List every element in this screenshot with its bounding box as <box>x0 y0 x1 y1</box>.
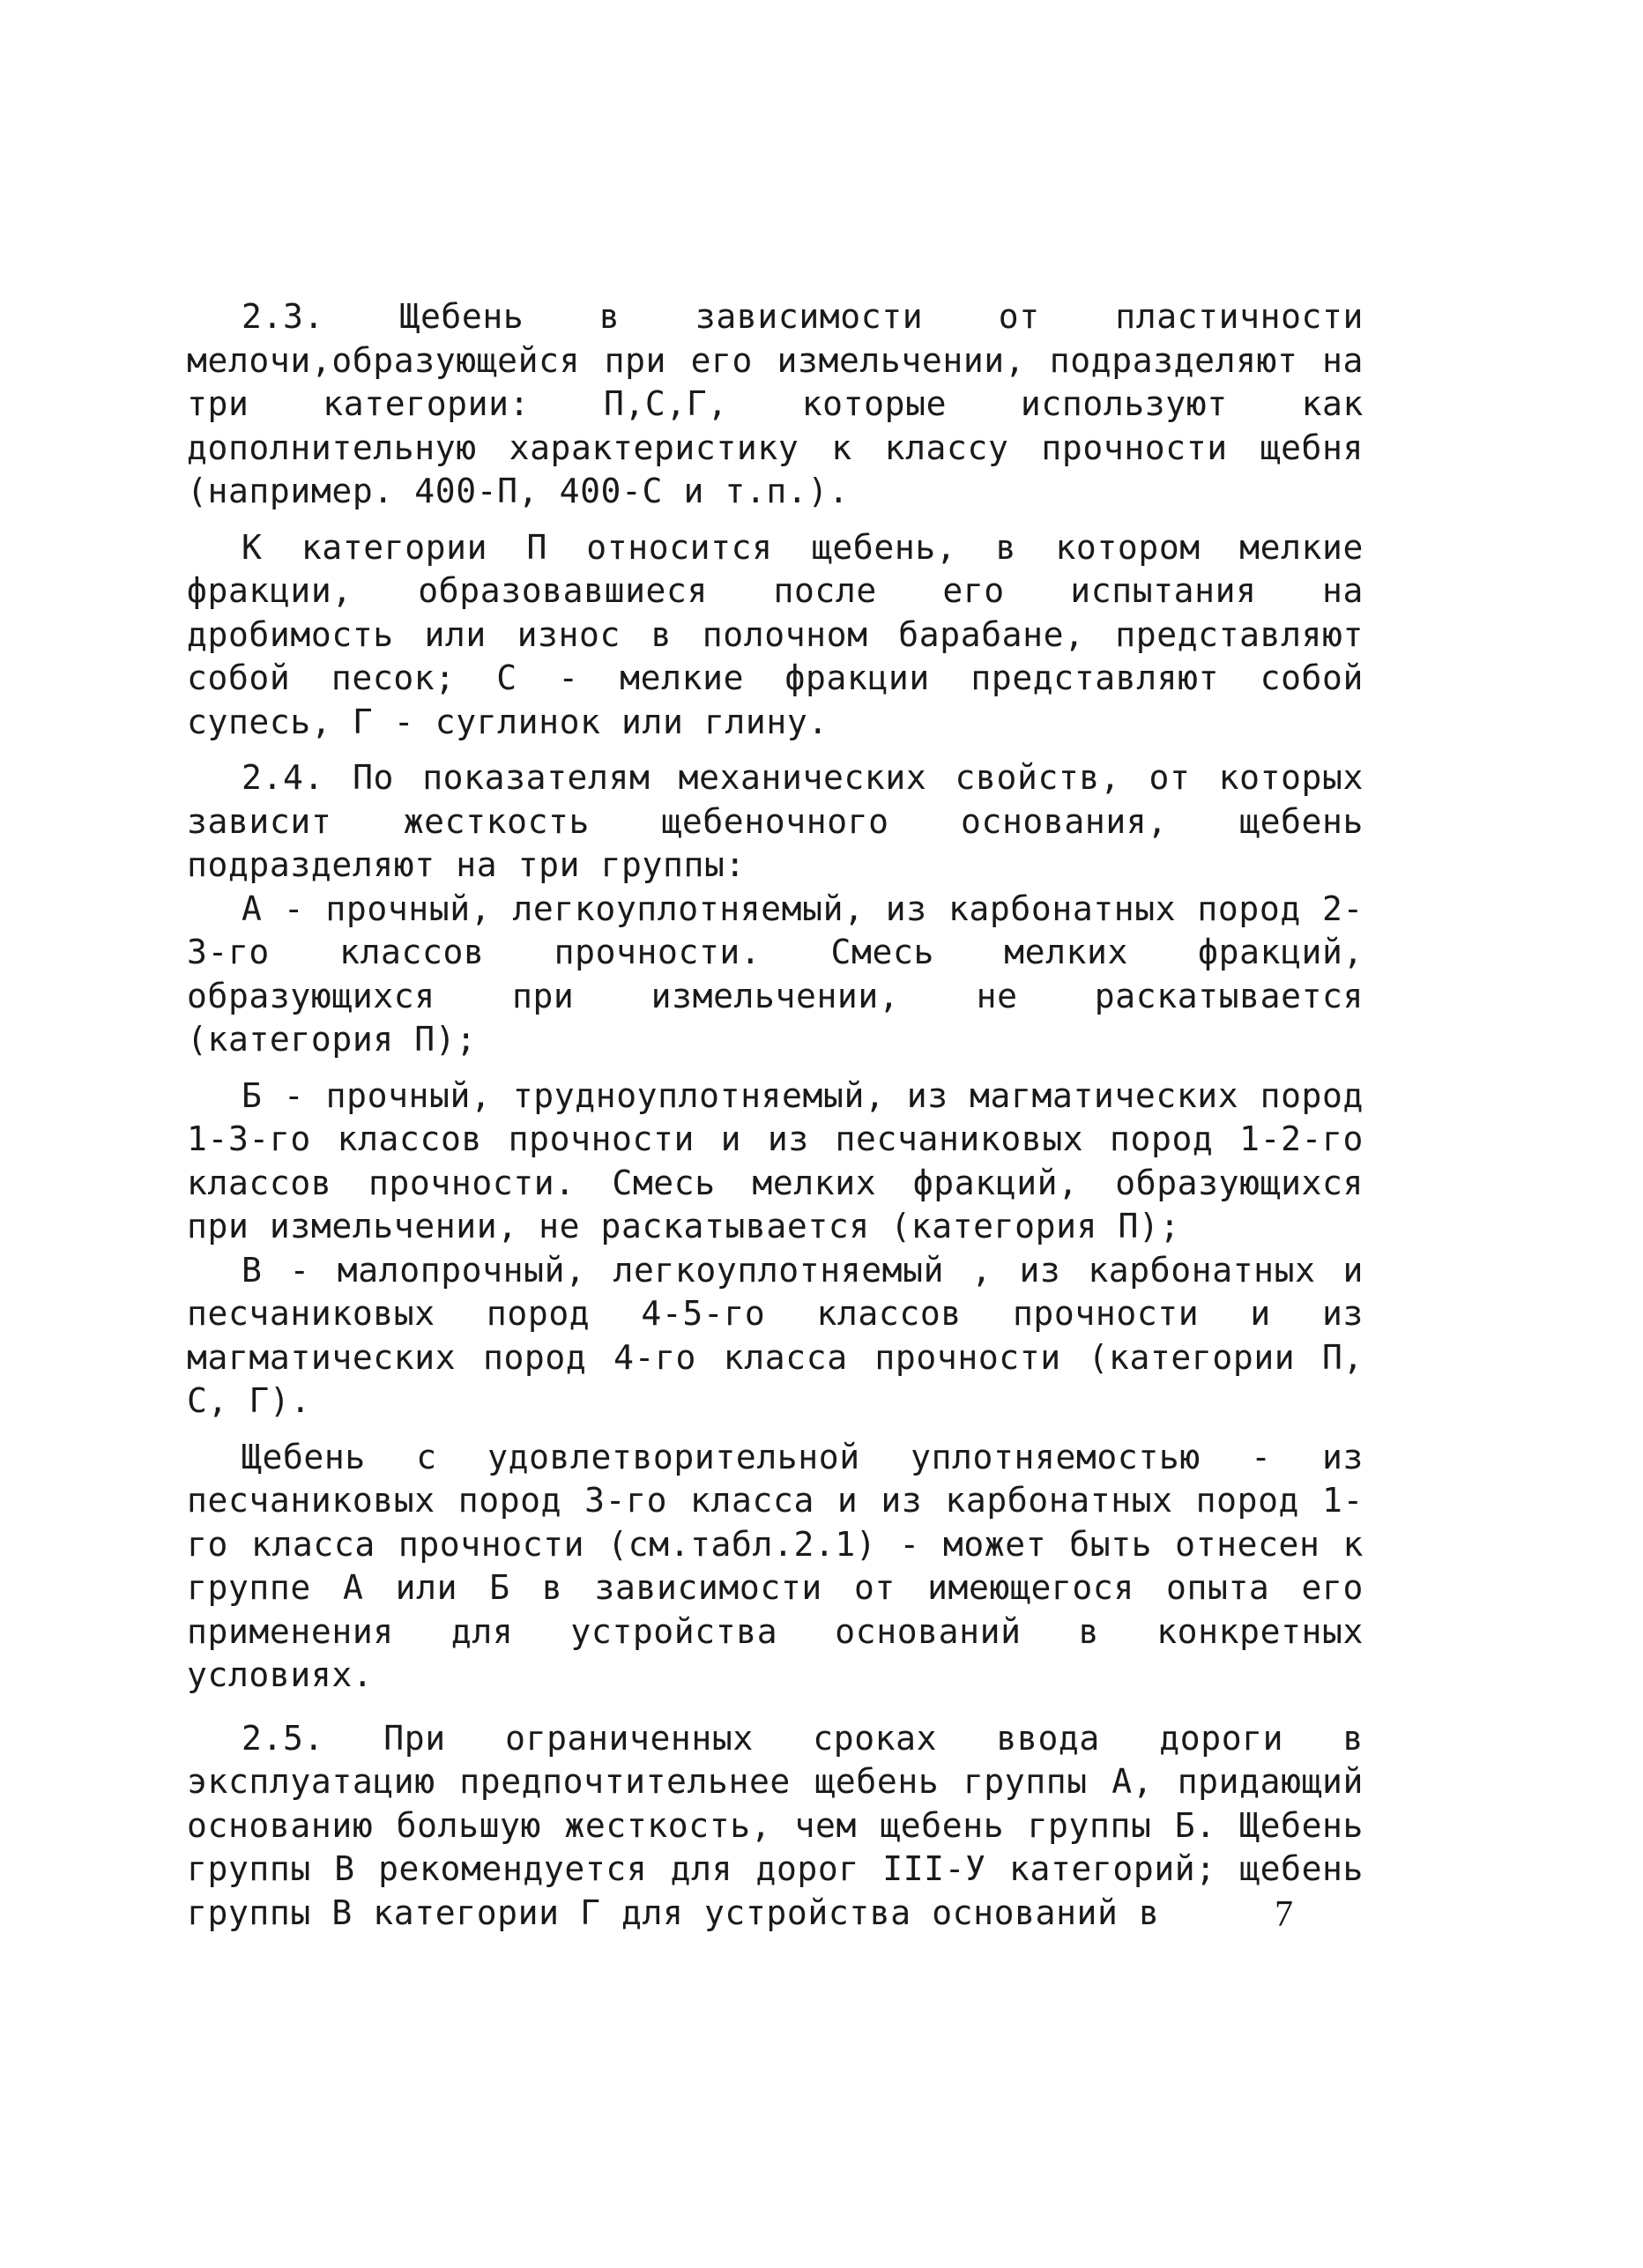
paragraph-group-v: В - малопрочный, легкоуплотняемый , из карбонатных и песчаниковых пород 4-5-го классов прочности и из магматических пород 4-го класса прочности (категории П, С, Г). <box>187 1250 1364 1420</box>
paragraph-2-5: 2.5. При ограниченных сроках ввода дороги в эксплуатацию предпочтительнее щебень группы А, придающий основанию большую жесткость, чем щебень группы Б. Щебень группы В рекомендуется для дорог III-У категорий; щебень группы В категории Г для устройства оснований в <box>187 1718 1364 1932</box>
paragraph-satisfactory: Щебень с удовлетворительной уплотняемостью - из песчаниковых пород 3-го класса и из карбонатных пород 1-го класса прочности (см.табл.2.1) - может быть отнесен к группе А или Б в зависимости от имеющегося опыта его применения для устройства оснований в конкретных условиях. <box>187 1437 1364 1694</box>
page-body <box>187 295 1364 1935</box>
paragraph-group-b: Б - прочный, трудноуплотняемый, из магматических пород 1-3-го классов прочности и из песчаниковых пород 1-2-го классов прочности. Смесь мелких фракций, образующихся при измельчении, не раскатывается (категория П); <box>187 1075 1364 1246</box>
paragraph-2-3: 2.3. Щебень в зависимости от пластичности мелочи,образующейся при его измельчении, подразделяют на три категории: П,С,Г, которые используют как дополнительную характеристику к классу прочности щебня (например. 400-П, 400-С и т.п.). <box>187 297 1364 510</box>
paragraph-2-4: 2.4. По показателям механических свойств, от которых зависит жесткость щебеночного основания, щебень подразделяют на три группы: <box>187 758 1364 884</box>
page-number: 7 <box>1275 1894 1293 1935</box>
paragraph-group-a: А - прочный, легкоуплотняемый, из карбонатных пород 2-3-го классов прочности. Смесь мелких фракций, образующихся при измельчении, не раскатывается (категория П); <box>187 889 1364 1059</box>
paragraph-category-p: К категории П относится щебень, в котором мелкие фракции, образовавшиеся после его испытания на дробимость или износ в полочном барабане, представляют собой песок; С - мелкие фракции представляют собой супесь, Г - суглинок или глину. <box>187 527 1364 741</box>
